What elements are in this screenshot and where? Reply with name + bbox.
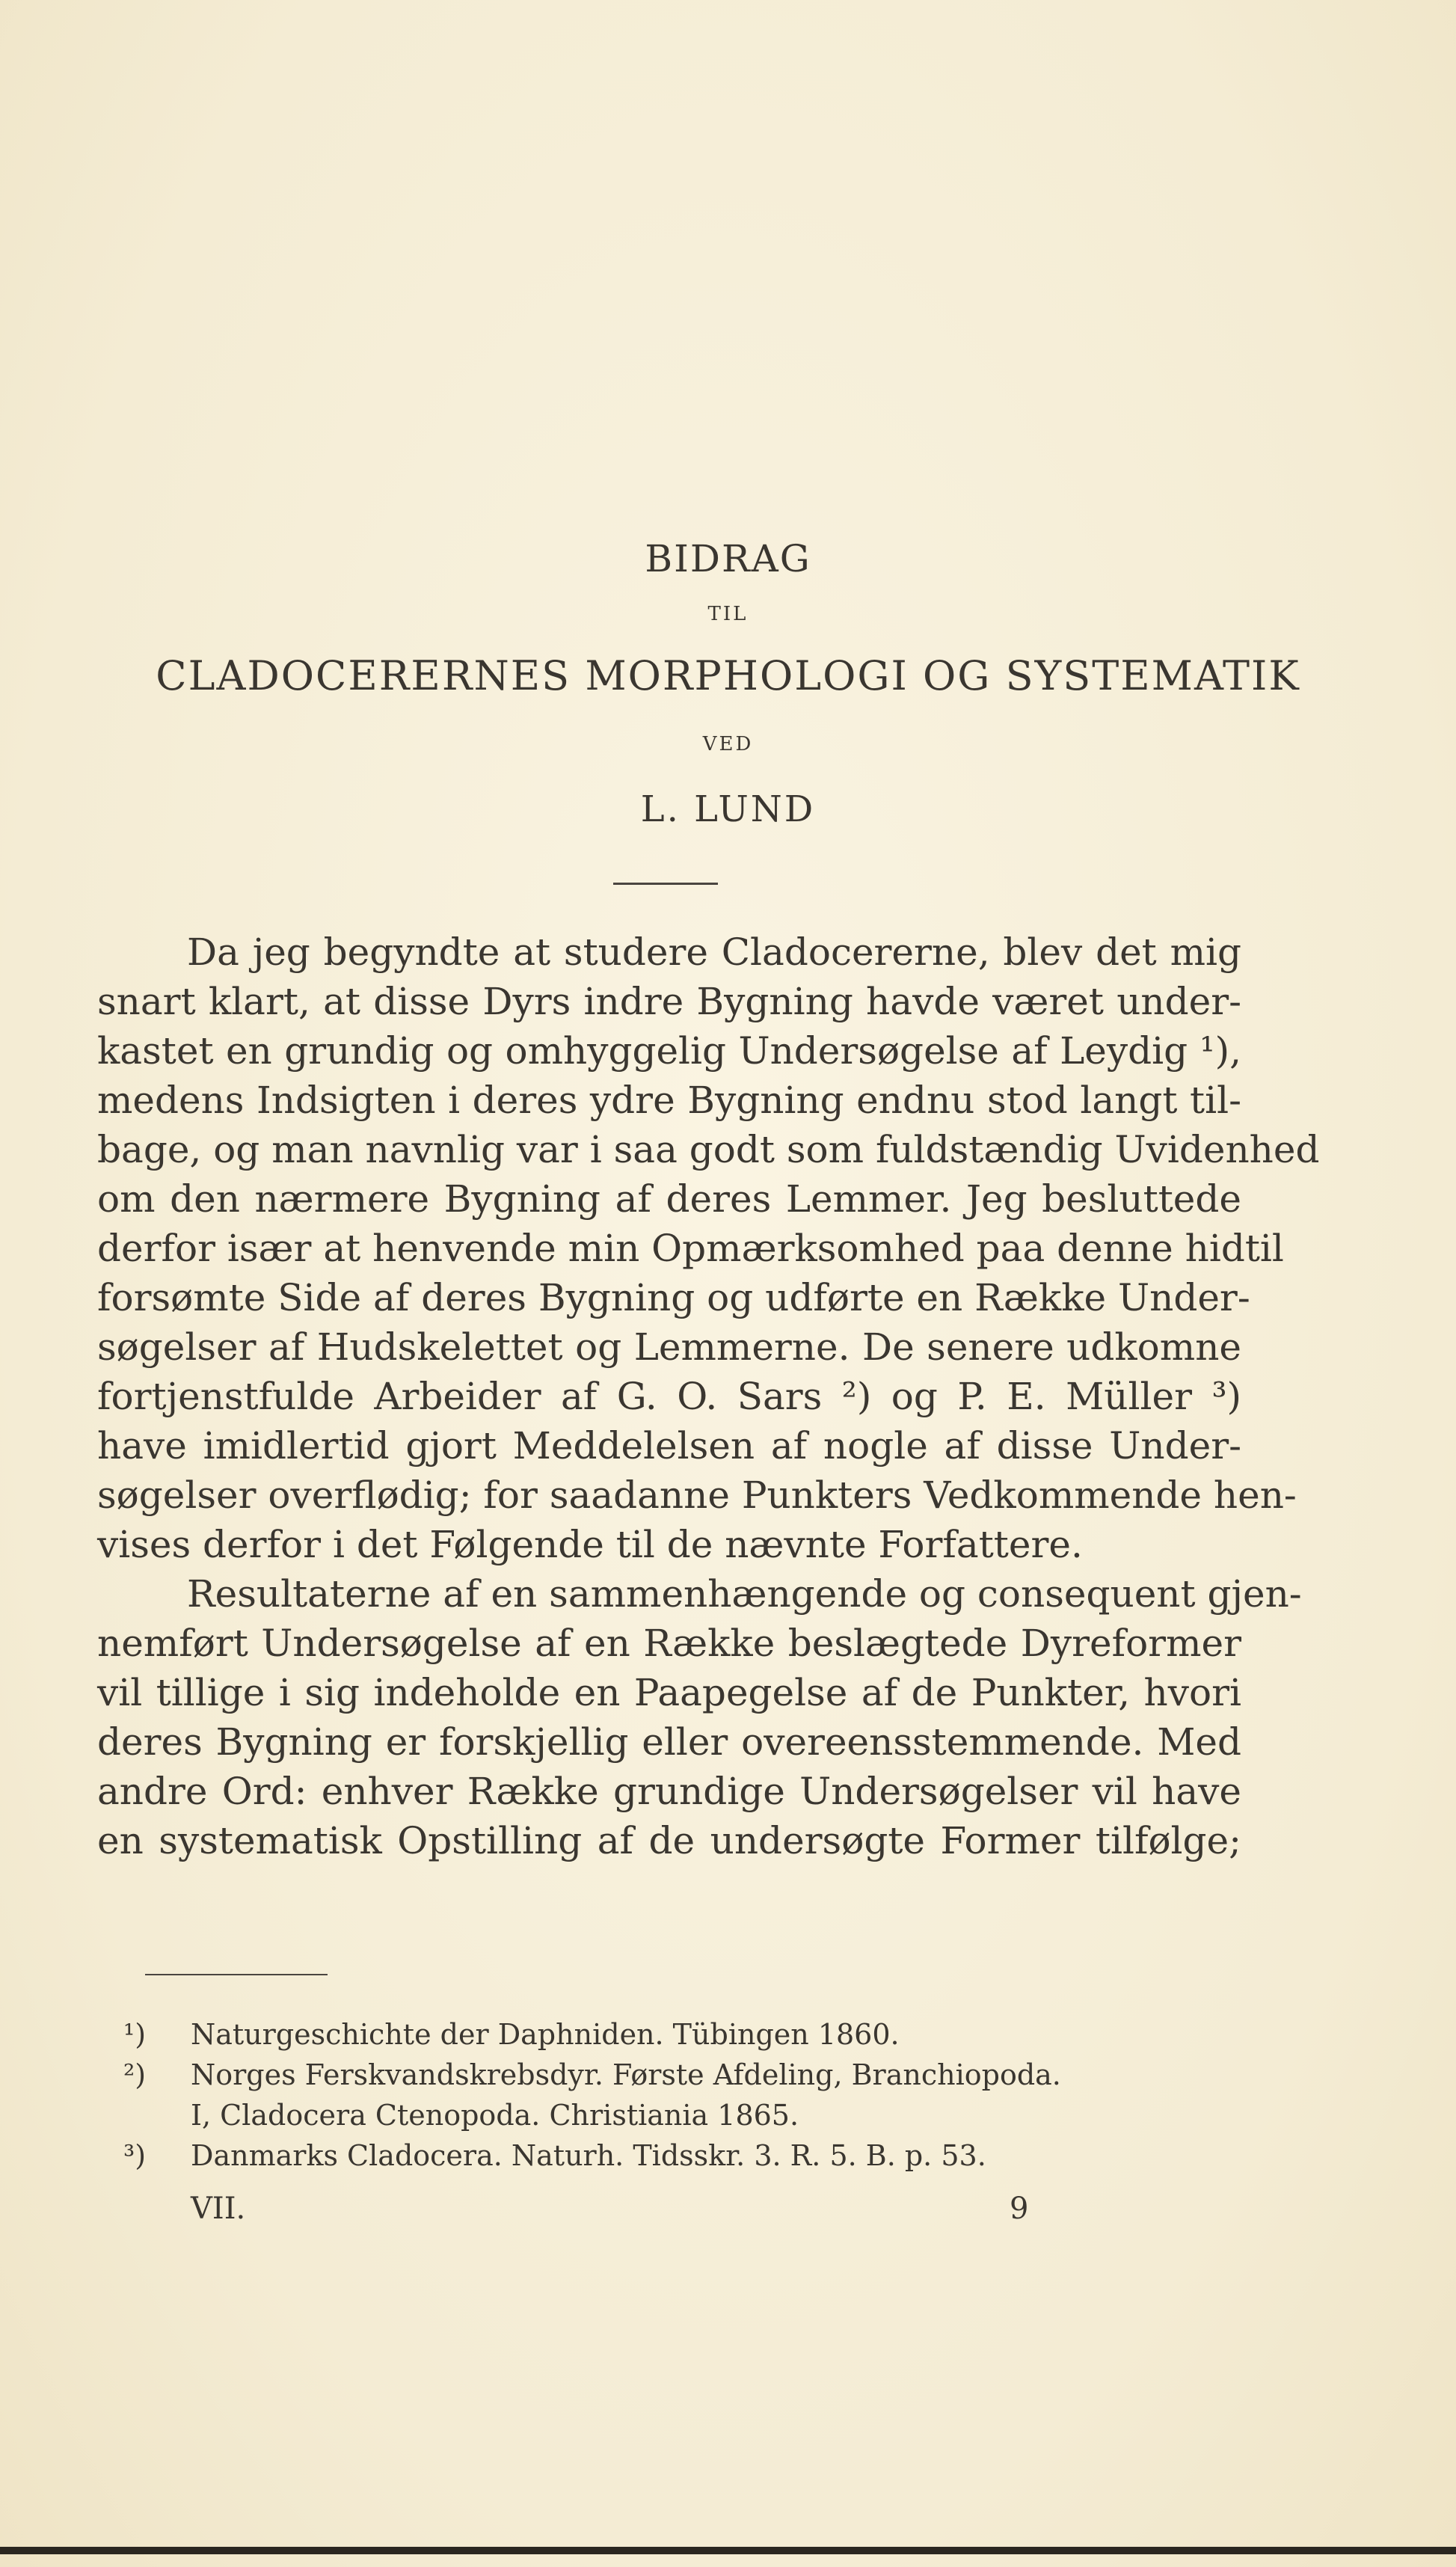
text-line: have imidlertid gjort Meddelelsen af nogle af disse Under- <box>97 1424 1241 1467</box>
text-line: søgelser af Hudskelettet og Lemmerne. De senere udkomne <box>97 1325 1241 1369</box>
text-line: bage, og man navnlig var i saa godt som fuldstændig Uvidenhed <box>97 1128 1320 1171</box>
footnote-marker: ¹) <box>123 2018 147 2051</box>
text-line: vil tillige i sig indeholde en Paapegelse af de Punkter, hvori <box>97 1671 1241 1714</box>
text-line: om den nærmere Bygning af deres Lemmer. Jeg besluttede <box>97 1177 1241 1221</box>
text-line: en systematisk Opstilling af de undersøgte Former tilfølge; <box>97 1819 1241 1862</box>
text-line: vises derfor i det Følgende til de nævnte Forfattere. <box>97 1523 1083 1566</box>
paragraph-2 <box>97 1569 1302 1865</box>
paragraph-1 <box>97 927 1320 1569</box>
footnote-1 <box>123 2018 1245 2051</box>
signature-mark: VII. <box>191 2192 246 2226</box>
byline-connector-ved: VED <box>702 733 754 755</box>
footnote-3 <box>123 2139 1245 2172</box>
page-number: 9 <box>1010 2192 1029 2226</box>
footnote-text: Norges Ferskvandskrebsdyr. Første Afdeling, Branchiopoda. <box>191 2058 1061 2091</box>
title: BIDRAG <box>645 537 811 580</box>
footnote-text: Naturgeschichte der Daphniden. Tübingen 1860. <box>191 2018 900 2051</box>
title-connector-til: TIL <box>707 603 749 625</box>
footnote-divider <box>145 1974 328 1975</box>
text-line: andre Ord: enhver Række grundige Undersøgelser vil have <box>97 1770 1241 1813</box>
footnote-2 <box>123 2058 1245 2091</box>
text-line: fortjenstfulde Arbeider af G. O. Sars ²) og P. E. Müller ³) <box>97 1375 1241 1418</box>
text-line: medens Indsigten i deres ydre Bygning endnu stod langt til- <box>97 1079 1241 1122</box>
text-line: kastet en grundig og omhyggelig Undersøgelse af Leydig ¹), <box>97 1029 1241 1073</box>
text-line: Resultaterne af en sammenhængende og consequent gjen- <box>187 1572 1302 1616</box>
title-divider <box>613 883 718 885</box>
footnote-marker: ³) <box>123 2139 147 2172</box>
page-bottom-edge <box>0 2547 1456 2554</box>
footnote-2-continuation: I, Cladocera Ctenopoda. Christiania 1865. <box>191 2099 799 2132</box>
text-line: snart klart, at disse Dyrs indre Bygning havde været under- <box>97 980 1241 1023</box>
footnote-marker: ²) <box>123 2058 147 2091</box>
text-line: deres Bygning er forskjellig eller overeensstemmende. Med <box>97 1720 1241 1764</box>
subtitle: CLADOCERERNES MORPHOLOGI OG SYSTEMATIK <box>156 652 1300 699</box>
text-line: derfor især at henvende min Opmærksomhed paa denne hidtil <box>97 1227 1284 1270</box>
text-line: forsømte Side af deres Bygning og udførte en Række Under- <box>97 1276 1250 1319</box>
text-line: søgelser overflødig; for saadanne Punkters Vedkommende hen- <box>97 1473 1297 1517</box>
footnote-text: Danmarks Cladocera. Naturh. Tidsskr. 3. R. 5. B. p. 53. <box>191 2139 986 2172</box>
text-line: Da jeg begyndte at studere Cladocererne, blev det mig <box>187 930 1241 974</box>
author: L. LUND <box>640 788 816 830</box>
text-line: nemført Undersøgelse af en Række beslægtede Dyreformer <box>97 1622 1241 1665</box>
